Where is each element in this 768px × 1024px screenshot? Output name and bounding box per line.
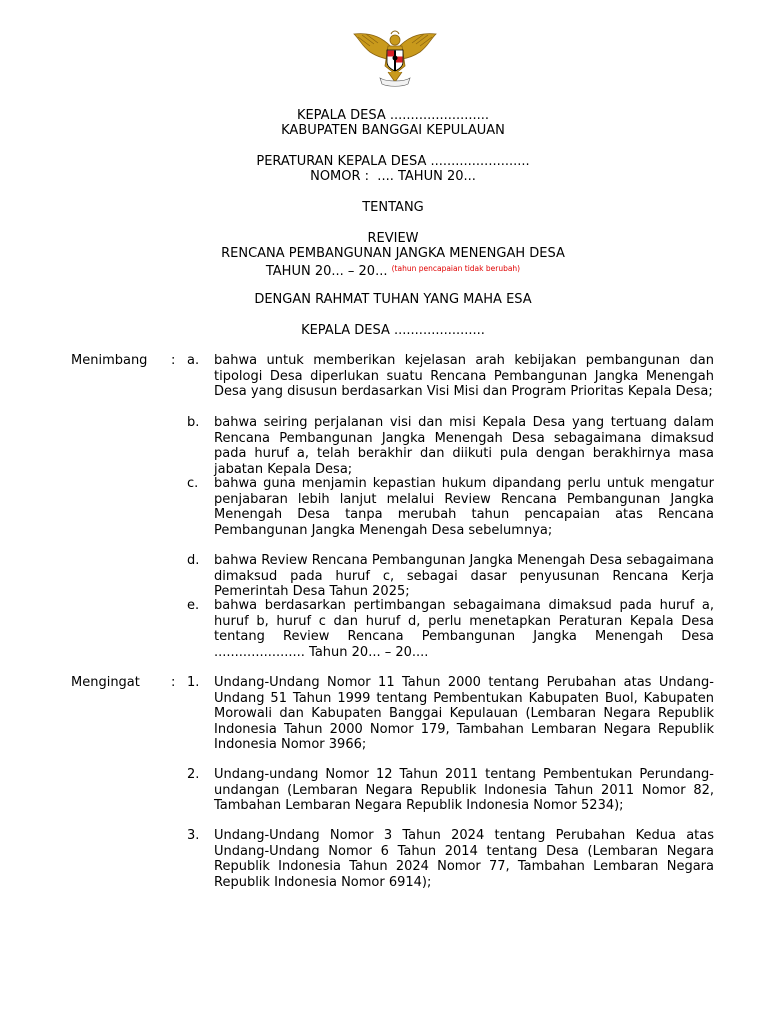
menimbang-label: Menimbang [71,353,148,368]
garuda-emblem-icon [350,28,440,90]
mengingat-item-1: Undang-Undang Nomor 11 Tahun 2000 tentang Perubahan atas Undang-Undang 51 Tahun 1999 tentang Pembentukan Kabupaten Buol, Kabupaten Morowali dan Kabupaten Banggai Kepulauan (Lembaran Negara Republik Indonesia Tahun 2000 Nomor 179, Tambahan Lembaran Negara Republik Indonesia Nomor 3966; [214,675,714,752]
year-note: (tahun pencapaian tidak berubah) [391,264,521,273]
menimbang-marker-a: a. [187,353,200,368]
menimbang-marker-c: c. [187,476,199,491]
plan-title: RENCANA PEMBANGUNAN JANGKA MENENGAH DESA [221,246,565,261]
mengingat-marker-3: 3. [187,828,200,843]
menimbang-item-a: bahwa untuk memberikan kejelasan arah kebijakan pembangunan dan tipologi Desa diperlukan suatu Rencana Pembangunan Jangka Menengah Desa yang disusun berdasarkan Visi Misi dan Program Prioritas Kepala Desa; [214,353,714,399]
mengingat-colon: : [171,675,176,690]
mengingat-marker-2: 2. [187,767,200,782]
plan-years-text: TAHUN 20... – 20... [265,264,388,279]
mengingat-item-3: Undang-Undang Nomor 3 Tahun 2024 tentang Perubahan Kedua atas Undang-Undang Nomor 6 Tahun 2014 tentang Desa (Lembaran Negara Republik Indonesia Tahun 2024 Nomor 77, Tambahan Lembaran Negara Republik Indonesia Nomor 6914); [214,828,714,890]
plan-years [0,261,768,280]
menimbang-item-b: bahwa seiring perjalanan visi dan misi Kepala Desa yang tertuang dalam Rencana Pembangunan Jangka Menengah Desa sebagaimana dimaksud pada huruf a, telah berakhir dan diikuti pula dengan berakhirnya masa jabatan Kepala Desa; [214,415,714,477]
menimbang-colon: : [171,353,176,368]
review-heading: REVIEW [367,231,419,246]
preamble: DENGAN RAHMAT TUHAN YANG MAHA ESA [254,292,532,307]
regulation-number: NOMOR : .... TAHUN 20... [310,169,476,184]
menimbang-marker-d: d. [187,553,200,568]
menimbang-marker-e: e. [187,598,200,613]
mengingat-marker-1: 1. [187,675,200,690]
mengingat-item-2: Undang-undang Nomor 12 Tahun 2011 tentang Pembentukan Perundang-undangan (Lembaran Negara Republik Indonesia Tahun 2011 Nomor 82, Tambahan Lembaran Negara Republik Indonesia Nomor 5234); [214,767,714,813]
regency-line: KABUPATEN BANGGAI KEPULAUAN [281,123,505,138]
regulation-title: PERATURAN KEPALA DESA ........................ [256,154,530,169]
menimbang-item-c: bahwa guna menjamin kepastian hukum dipandang perlu untuk mengatur penjabaran lebih lanjut melalui Review Rencana Pembangunan Jangka Menengah Desa tanpa merubah tahun pencapaian atas Rencana Pembangunan Jangka Menengah Desa sebelumnya; [214,476,714,538]
mengingat-label: Mengingat [71,675,140,690]
menimbang-item-d: bahwa Review Rencana Pembangunan Jangka Menengah Desa sebagaimana dimaksud pada huruf c, sebagai dasar penyusunan Rencana Kerja Pemerintah Desa Tahun 2025; [214,553,714,599]
menimbang-item-e: bahwa berdasarkan pertimbangan sebagaimana dimaksud pada huruf a, huruf b, huruf c dan huruf d, perlu menetapkan Peraturan Kepala Desa tentang Review Rencana Pembangunan Jangka Menengah Desa ...................... Tahun 20... – 20.... [214,598,714,660]
menimbang-marker-b: b. [187,415,200,430]
tentang-heading: TENTANG [362,200,424,215]
issuer-line: KEPALA DESA ...................... [301,323,485,338]
village-head-line: KEPALA DESA ........................ [296,108,490,123]
